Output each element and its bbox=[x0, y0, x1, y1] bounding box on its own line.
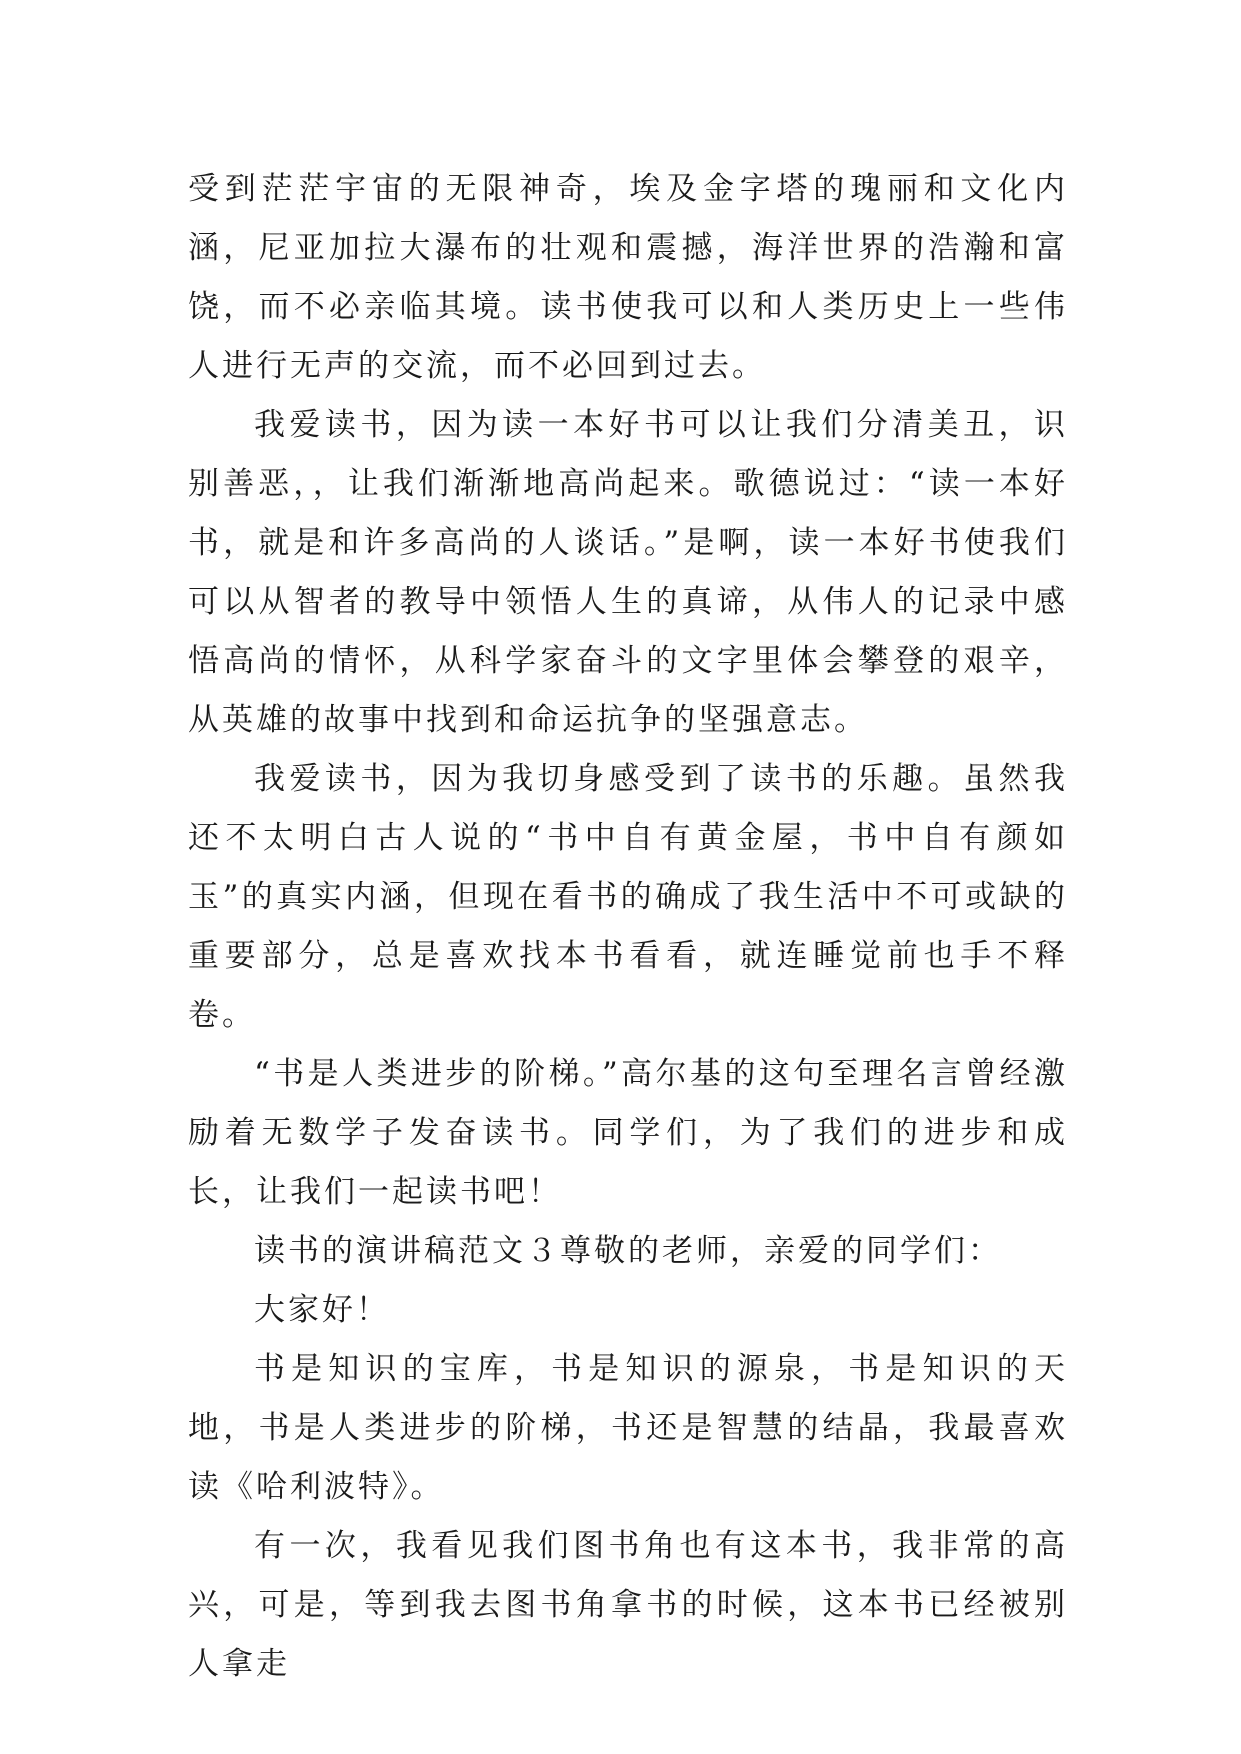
paragraph-2: 我爱读书，因为读一本好书可以让我们分清美丑，识别善恶，，让我们渐渐地高尚起来。歌德说过：“读一本好书，就是和许多高尚的人谈话。”是啊，读一本好书使我们可以从智者的教导中领悟人生的真谛，从伟人的记录中感悟高尚的情怀，从科学家奋斗的文字里体会攀登的艰辛，从英雄的故事中找到和命运抗争的坚强意志。 bbox=[188, 407, 1068, 738]
paragraph-3: 我爱读书，因为我切身感受到了读书的乐趣。虽然我还不太明白古人说的“书中自有黄金屋，书中自有颜如玉”的真实内涵，但现在看书的确成了我生活中不可或缺的重要部分，总是喜欢找本书看看，就连睡觉前也手不释卷。 bbox=[188, 761, 1068, 1033]
paragraph-7: 书是知识的宝库，书是知识的源泉，书是知识的天地，书是人类进步的阶梯，书还是智慧的结晶，我最喜欢读《哈利波特》。 bbox=[188, 1351, 1068, 1505]
paragraph-5-speech-heading: 读书的演讲稿范文３尊敬的老师，亲爱的同学们： bbox=[254, 1233, 1002, 1269]
paragraph-1: 受到茫茫宇宙的无限神奇，埃及金字塔的瑰丽和文化内涵，尼亚加拉大瀑布的壮观和震撼，海洋世界的浩瀚和富饶，而不必亲临其境。读书使我可以和人类历史上一些伟人进行无声的交流，而不必回到过去。 bbox=[188, 171, 1068, 384]
body-text bbox=[188, 160, 1068, 1694]
paragraph-8: 有一次，我看见我们图书角也有这本书，我非常的高兴，可是，等到我去图书角拿书的时候，这本书已经被别人拿走 bbox=[188, 1528, 1068, 1682]
paragraph-4: “书是人类进步的阶梯。”高尔基的这句至理名言曾经激励着无数学子发奋读书。同学们，为了我们的进步和成长，让我们一起读书吧！ bbox=[188, 1056, 1068, 1210]
paragraph-6-greeting: 大家好！ bbox=[254, 1292, 390, 1328]
